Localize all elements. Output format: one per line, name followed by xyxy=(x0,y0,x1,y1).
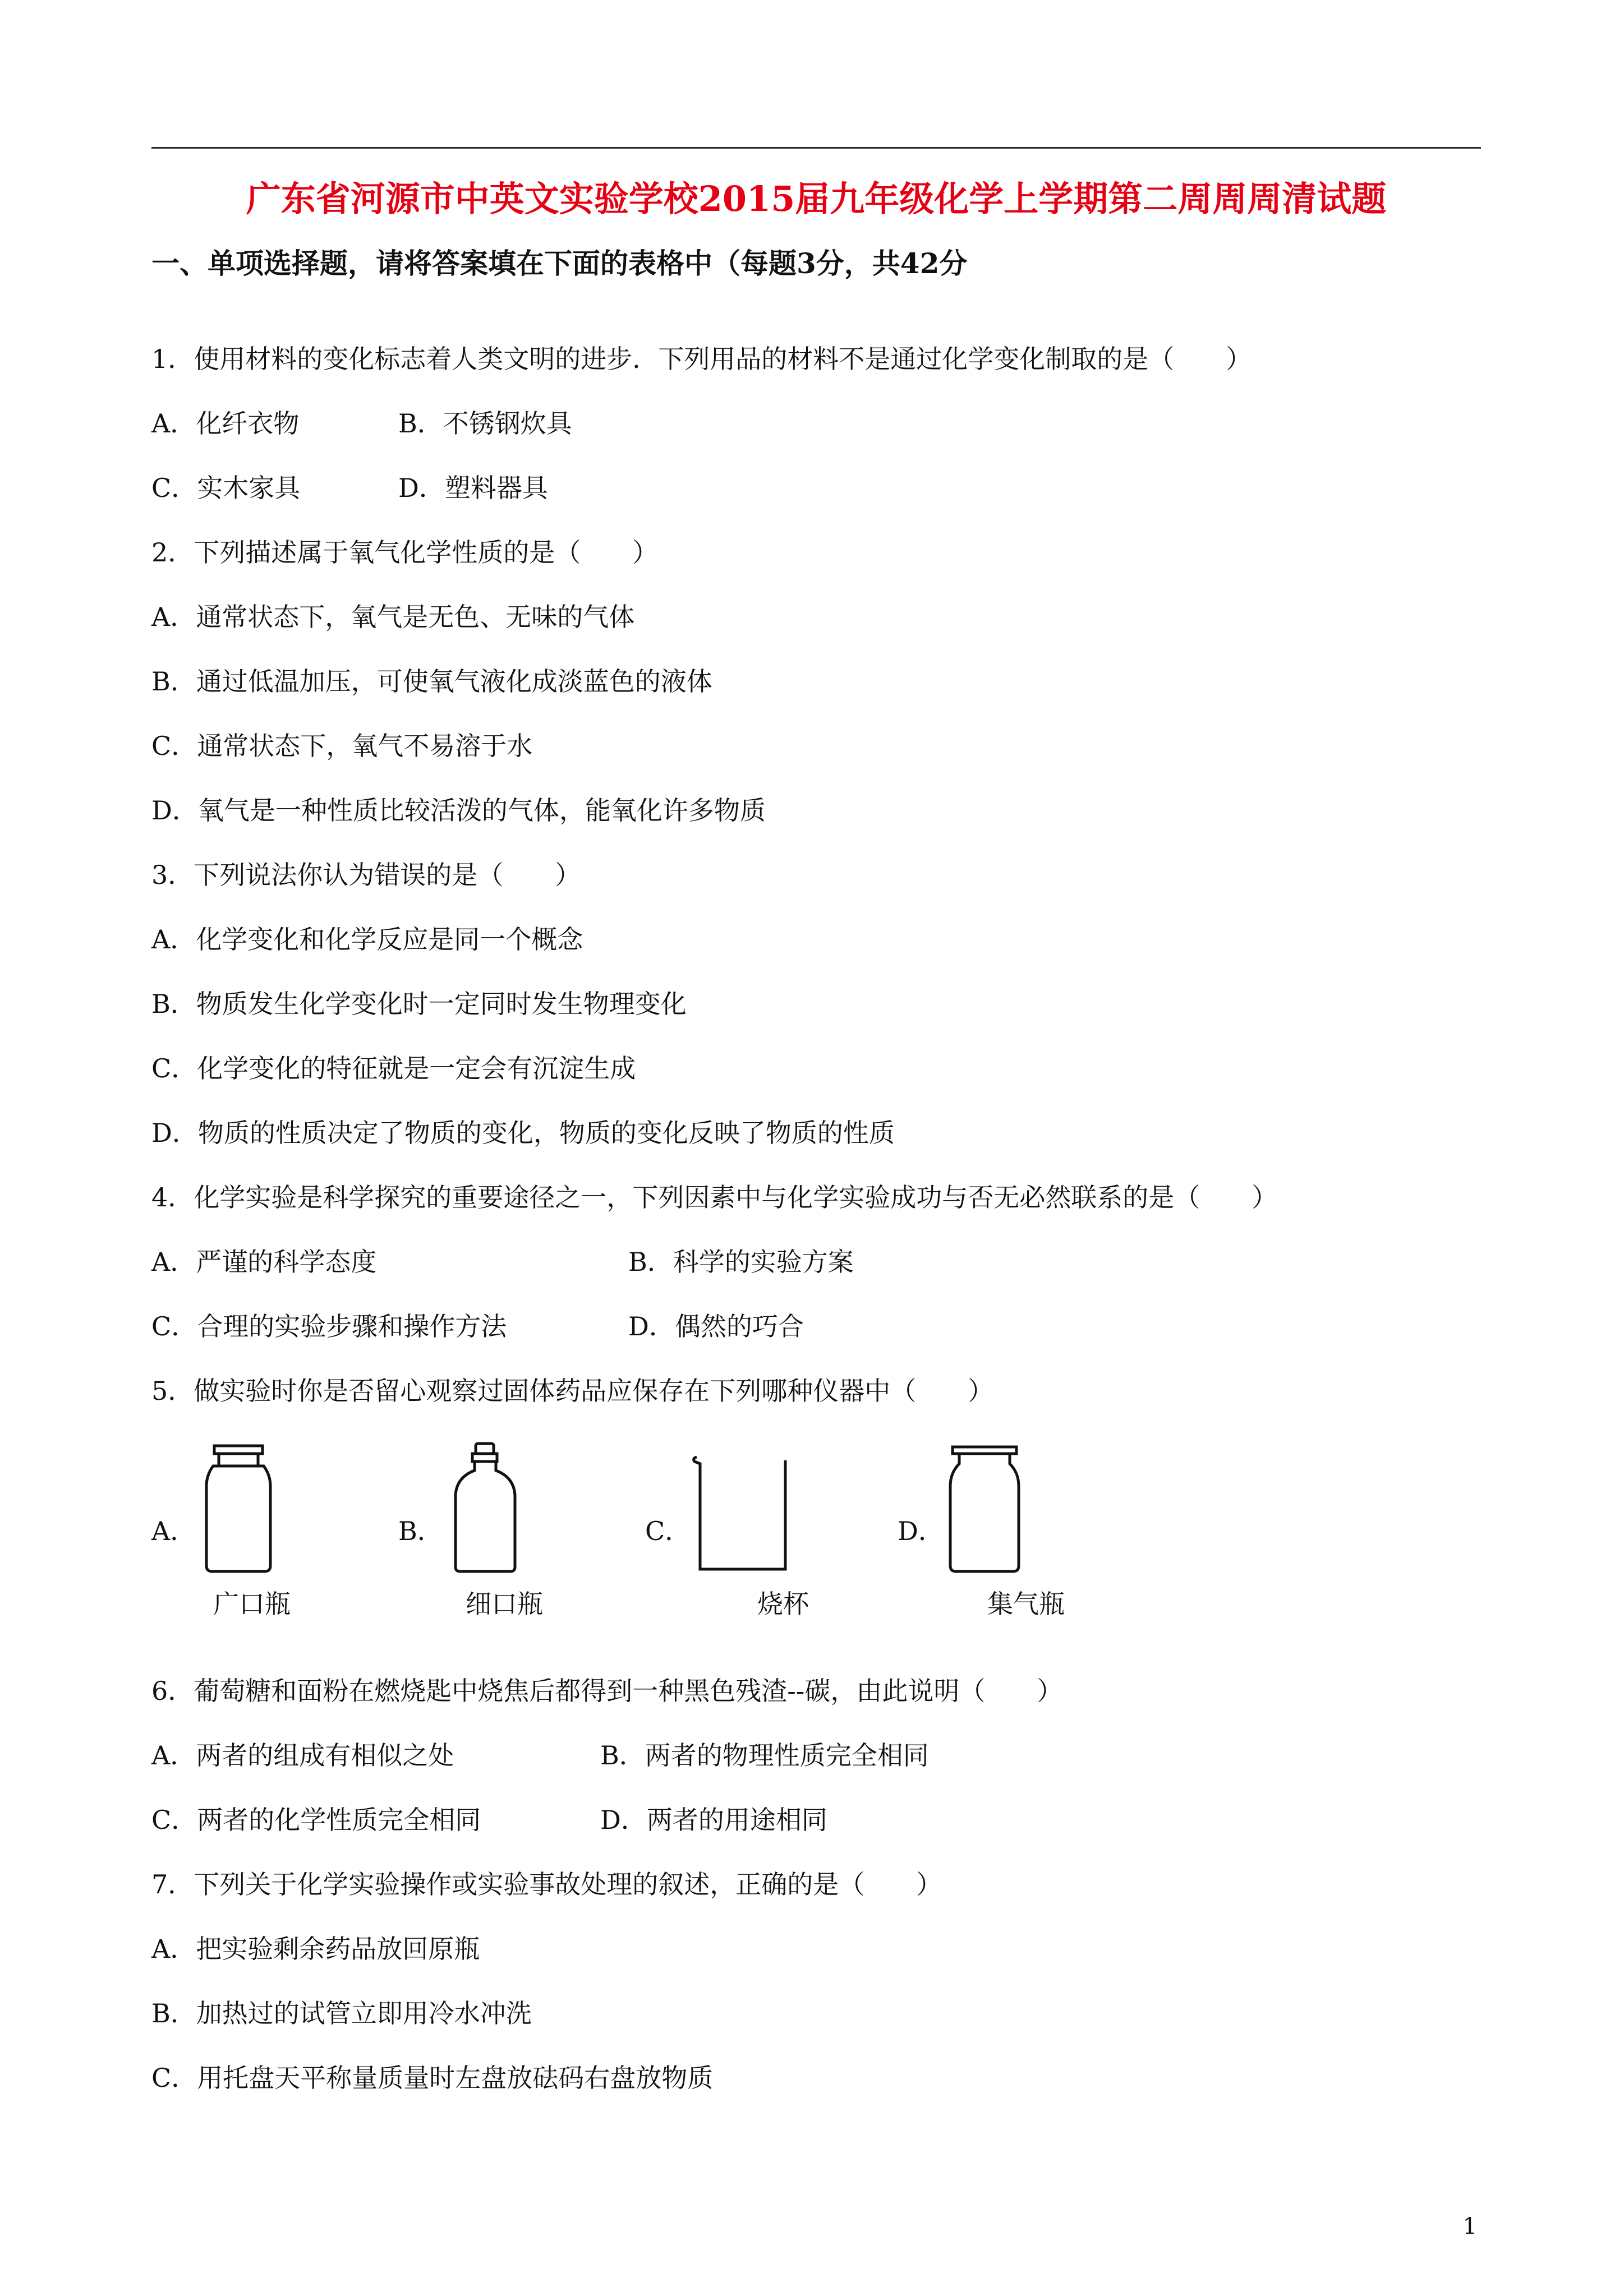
question-7-option-a: A．把实验剩余药品放回原瓶 xyxy=(151,1934,480,1964)
page-number: 1 xyxy=(1462,2214,1477,2239)
question-5-figures xyxy=(151,1441,1481,1632)
question-4-option-a: A．严谨的科学态度 xyxy=(151,1247,377,1277)
question-5-caption-b: 细口瓶 xyxy=(466,1589,543,1619)
question-7-option-b: B．加热过的试管立即用冷水冲洗 xyxy=(151,1998,532,2028)
narrow-mouth-bottle-icon xyxy=(443,1441,527,1576)
question-1-stem: 1．使用材料的变化标志着人类文明的进步．下列用品的材料不是通过化学变化制取的是（ ） xyxy=(151,344,1252,374)
question-7-option-c: C．用托盘天平称量质量时左盘放砝码右盘放物质 xyxy=(151,2063,714,2093)
question-3-stem: 3．下列说法你认为错误的是（ ） xyxy=(151,860,581,890)
beaker-icon xyxy=(690,1441,791,1576)
question-4-option-b: B．科学的实验方案 xyxy=(628,1247,854,1277)
header-rule xyxy=(151,147,1481,149)
question-3-option-b: B．物质发生化学变化时一定同时发生物理变化 xyxy=(151,989,687,1019)
section-heading: 一、单项选择题，请将答案填在下面的表格中（每题3分，共42分 xyxy=(151,247,968,280)
question-3-option-a: A．化学变化和化学反应是同一个概念 xyxy=(151,924,583,955)
question-2-option-c: C．通常状态下，氧气不易溶于水 xyxy=(151,731,533,761)
gas-jar-icon xyxy=(942,1441,1027,1576)
question-3-option-d: D．物质的性质决定了物质的变化，物质的变化反映了物质的性质 xyxy=(151,1118,895,1148)
question-5-caption-c: 烧杯 xyxy=(757,1589,809,1619)
question-5-stem: 5．做实验时你是否留心观察过固体药品应保存在下列哪种仪器中（ ） xyxy=(151,1376,994,1406)
question-1-option-d: D．塑料器具 xyxy=(398,473,548,503)
question-1-option-a: A．化纤衣物 xyxy=(151,408,300,439)
question-2-option-a: A．通常状态下，氧气是无色、无味的气体 xyxy=(151,602,635,632)
wide-mouth-bottle-icon xyxy=(196,1441,280,1576)
question-5-caption-a: 广口瓶 xyxy=(213,1589,291,1619)
question-6-option-c: C．两者的化学性质完全相同 xyxy=(151,1805,481,1835)
question-5-option-c: C． xyxy=(645,1516,691,1546)
question-6-option-d: D．两者的用途相同 xyxy=(600,1805,827,1835)
question-3-option-c: C．化学变化的特征就是一定会有沉淀生成 xyxy=(151,1053,636,1084)
question-1-option-c: C．实木家具 xyxy=(151,473,301,503)
question-6-option-b: B．两者的物理性质完全相同 xyxy=(600,1740,929,1771)
question-5-option-b: B． xyxy=(398,1516,443,1546)
question-2-stem: 2．下列描述属于氧气化学性质的是（ ） xyxy=(151,537,659,568)
question-2-option-b: B．通过低温加压，可使氧气液化成淡蓝色的液体 xyxy=(151,666,712,697)
question-7-stem: 7．下列关于化学实验操作或实验事故处理的叙述，正确的是（ ） xyxy=(151,1869,942,1899)
question-5-option-a: A． xyxy=(151,1516,196,1546)
question-4-option-c: C．合理的实验步骤和操作方法 xyxy=(151,1311,507,1341)
question-5-option-d: D． xyxy=(898,1516,944,1546)
question-1-option-b: B．不锈钢炊具 xyxy=(398,408,572,439)
page-title: 广东省河源市中英文实验学校2015届九年级化学上学期第二周周周清试题 xyxy=(246,178,1387,219)
question-6-option-a: A．两者的组成有相似之处 xyxy=(151,1740,454,1771)
question-5-caption-d: 集气瓶 xyxy=(987,1589,1065,1619)
question-2-option-d: D．氧气是一种性质比较活泼的气体，能氧化许多物质 xyxy=(151,795,766,826)
question-4-option-d: D．偶然的巧合 xyxy=(628,1311,804,1341)
question-6-stem: 6．葡萄糖和面粉在燃烧匙中烧焦后都得到一种黑色残渣--碳，由此说明（ ） xyxy=(151,1676,1063,1706)
question-4-stem: 4．化学实验是科学探究的重要途径之一，下列因素中与化学实验成功与否无必然联系的是（ ） xyxy=(151,1182,1278,1212)
